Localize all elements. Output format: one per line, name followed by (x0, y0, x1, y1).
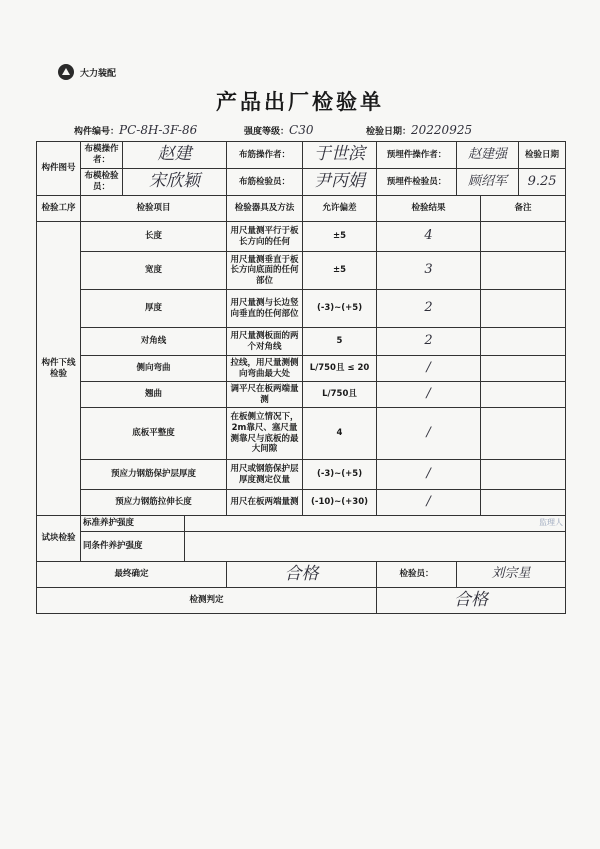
final-label: 最终确定 (37, 562, 227, 588)
row-note (481, 328, 566, 356)
row-tolerance: 4 (303, 408, 377, 460)
strength-grade (244, 123, 313, 137)
trial-same-value (185, 532, 566, 562)
row-tolerance: (-3)~(+5) (303, 290, 377, 328)
row-result: / (377, 408, 481, 460)
trial-same-label: 同条件养护强度 (81, 532, 185, 562)
row-tool: 调平尺在板两端量测 (227, 382, 303, 408)
table-row (37, 356, 566, 382)
table-row (37, 222, 566, 252)
embed-operator-value: 赵建强 (457, 142, 519, 169)
row-item: 翘曲 (81, 382, 227, 408)
final-value: 合格 (227, 562, 377, 588)
rebar-operator-label: 布筋操作者： (227, 142, 303, 169)
row-result: / (377, 356, 481, 382)
form-inspector-label: 布模检验员： (81, 169, 123, 196)
row-note (481, 408, 566, 460)
table-row (37, 382, 566, 408)
col-tolerance: 允许偏差 (303, 196, 377, 222)
trial-label: 试块检验 (37, 516, 81, 562)
final-inspector-value: 刘宗星 (457, 562, 566, 588)
row-tolerance: ±5 (303, 222, 377, 252)
embed-inspector-label: 预埋件检验员： (377, 169, 457, 196)
embed-inspector-value: 顾绍军 (457, 169, 519, 196)
row-item: 底板平整度 (81, 408, 227, 460)
row-tool: 用尺在板两端量测 (227, 490, 303, 516)
row-tolerance: (-3)~(+5) (303, 460, 377, 490)
row-item: 宽度 (81, 252, 227, 290)
header-row-operators (37, 142, 566, 169)
final-inspector-label: 检验员： (377, 562, 457, 588)
form-operator-label: 布模操作者： (81, 142, 123, 169)
final-row (37, 562, 566, 588)
inspect-date-label: 检验日期 (519, 142, 566, 169)
row-result: 3 (377, 252, 481, 290)
col-item: 检验项目 (81, 196, 227, 222)
row-tolerance: L/750且 ≤ 20 (303, 356, 377, 382)
row-result: / (377, 490, 481, 516)
row-result: / (377, 382, 481, 408)
row-tool: 用尺量测与长边竖向垂直的任何部位 (227, 290, 303, 328)
section-label: 构件下线检验 (37, 222, 81, 516)
embed-operator-label: 预埋件操作者： (377, 142, 457, 169)
rebar-operator-value: 于世滨 (303, 142, 377, 169)
col-process: 检验工序 (37, 196, 81, 222)
row-note (481, 382, 566, 408)
table-row (37, 252, 566, 290)
row-note (481, 490, 566, 516)
row-tool: 在板侧立情况下，2m靠尺、塞尺量测靠尺与底板的最大间隙 (227, 408, 303, 460)
col-note: 备注 (481, 196, 566, 222)
rebar-inspector-value: 尹丙娟 (303, 169, 377, 196)
col-result: 检验结果 (377, 196, 481, 222)
row-note (481, 460, 566, 490)
row-tolerance: ±5 (303, 252, 377, 290)
row-tool: 用尺量测垂直于板长方向底面的任何部位 (227, 252, 303, 290)
part-drawing-label: 构件图号 (37, 142, 81, 196)
judge-value: 合格 (377, 588, 566, 614)
row-item: 对角线 (81, 328, 227, 356)
inspection-date-label: 检验日期： (366, 127, 412, 137)
table-row (37, 408, 566, 460)
col-tool: 检验器具及方法 (227, 196, 303, 222)
row-result: 4 (377, 222, 481, 252)
logo-text: 大力装配 (80, 68, 117, 79)
company-logo (58, 64, 116, 80)
judge-label: 检测判定 (37, 588, 377, 614)
table-row (37, 290, 566, 328)
row-item: 长度 (81, 222, 227, 252)
inspect-date-value: 9.25 (519, 169, 566, 196)
table-row (37, 460, 566, 490)
part-number (74, 123, 197, 137)
row-item: 厚度 (81, 290, 227, 328)
logo-icon (58, 64, 74, 80)
judge-row (37, 588, 566, 614)
row-item: 侧向弯曲 (81, 356, 227, 382)
inspection-table (36, 141, 566, 614)
strength-grade-label: 强度等级： (244, 127, 290, 137)
row-note (481, 356, 566, 382)
page-title: 产品出厂检验单 (216, 90, 384, 114)
strength-grade-value: C30 (289, 123, 314, 137)
table-row (37, 490, 566, 516)
trial-standard-label: 标准养护强度 (81, 516, 185, 532)
header-row-inspectors (37, 169, 566, 196)
part-number-label: 构件编号： (74, 127, 120, 137)
row-result: / (377, 460, 481, 490)
trial-row-standard (37, 516, 566, 532)
inspection-date (366, 123, 472, 137)
row-tool: 用尺量测板面的两个对角线 (227, 328, 303, 356)
row-tolerance: (-10)~(+30) (303, 490, 377, 516)
rebar-inspector-label: 布筋检验员： (227, 169, 303, 196)
row-tool: 用尺量测平行于板长方向的任何 (227, 222, 303, 252)
supervisor-stamp: 监理人 (539, 518, 564, 528)
form-inspector-value: 宋欣颖 (123, 169, 227, 196)
table-row (37, 328, 566, 356)
row-tool: 用尺或钢筋保护层厚度测定仪量 (227, 460, 303, 490)
part-number-value: PC-8H-3F-86 (119, 123, 198, 137)
row-tolerance: 5 (303, 328, 377, 356)
row-result: 2 (377, 328, 481, 356)
row-tolerance: L/750且 (303, 382, 377, 408)
row-item: 预应力钢筋拉伸长度 (81, 490, 227, 516)
row-note (481, 290, 566, 328)
row-note (481, 252, 566, 290)
column-header-row (37, 196, 566, 222)
row-tool: 拉线，用尺量测侧向弯曲最大处 (227, 356, 303, 382)
row-result: 2 (377, 290, 481, 328)
form-operator-value: 赵建 (123, 142, 227, 169)
row-item: 预应力钢筋保护层厚度 (81, 460, 227, 490)
inspection-date-value: 20220925 (411, 123, 473, 137)
trial-standard-value (185, 516, 566, 532)
trial-row-same (37, 532, 566, 562)
row-note (481, 222, 566, 252)
